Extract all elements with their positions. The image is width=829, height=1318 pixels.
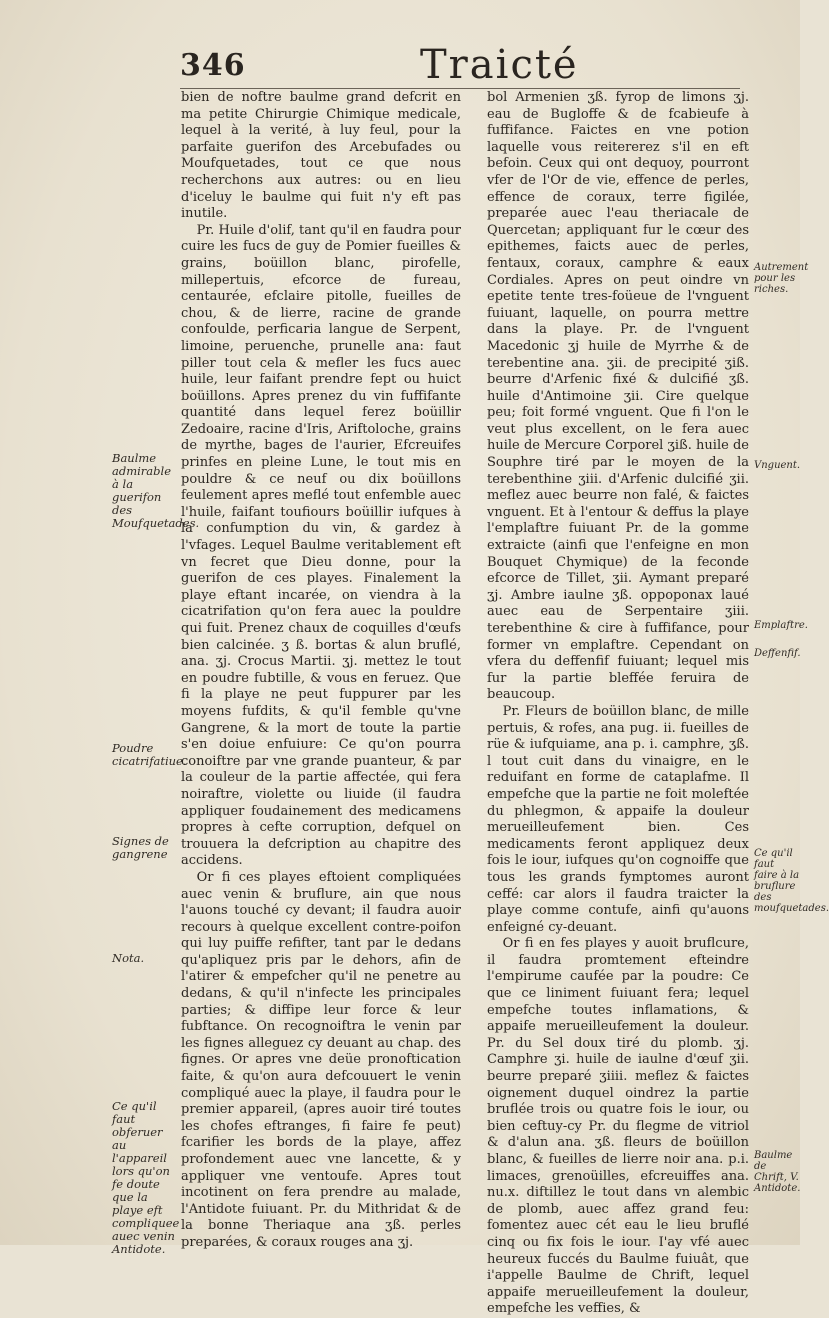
margin-note-nota: Nota. bbox=[112, 951, 145, 965]
paragraph: bien de noftre baulme grand defcrit en ma petite Chirurgie Chimique medicale, lequel à la verité, à luy feul, pour la parfaite guerifon des Arcebufades ou Moufquetades, tout ce que nous recherchons aux autres: ou en lieu d'iceluy le baulme qui fuit n'y eft pas inutile. bbox=[181, 90, 461, 222]
left-text-column bbox=[181, 90, 461, 1252]
margin-note-baulme-christ: Baulme de Chrift, V. Antidote. bbox=[754, 1150, 801, 1194]
paragraph: Or fi en fes playes y auoit bruflcure, il faudra promtement efteindre l'empirume caufée par la poudre: Ce que ce liniment fuiuant fera; lequel empefche toutes inflamations, & appaife merueilleufement la douleur. Pr. du Sel doux tiré du plomb. ʒj. Camphre ʒi. huile de iaulne d'œuf ʒii. beurre preparé ʒiiii. meflez & faictes oignement duquel oindrez la partie bruflée trois ou quatre fois le iour, ou bien ceftuy-cy Pr. du flegme de vitriol & d'alun ana. ʒß. fleurs de boüillon blanc, & fueilles de lierre noir ana. p.i. limaces, grenoüilles, efcreuiffes ana. nu.x. diftillez le tout dans vn alembic de plomb, auec affez grand feu: fomentez auec cét eau le lieu bruflé cinq ou fix fois le iour. I'ay vfé auec heureux fuccés du Baulme fuiuât, que i'appelle Baulme de Chrift, lequel appaife merueilleufement la douleur, empefche les veffies, & bbox=[487, 936, 749, 1317]
margin-note-deffensif: Deffenfif. bbox=[754, 648, 801, 659]
margin-note-bruflure: Ce qu'il faut faire à la bruflure des moufquetades. bbox=[754, 848, 829, 914]
paragraph: Or fi ces playes eftoient compliquées auec venin & bruflure, ain que nous l'auons touché cy devant; il faudra auoir recours à quelque excellent contre-poifon qui luy puiffe refifter, tant par le dedans qu'apliquez pris par le dehors, afin de l'atirer & empefcher qu'il ne penetre au dedans, & qu'il n'infecte les principales parties; & diffipe leur force & leur fubftance. On recognoiftra le venin par les fignes alleguez cy deuant au chap. des fignes. Or apres vne deüe pronoftication faite, & qu'on aura defcouuert le venin compliqué auec la playe, il faudra pour le premier appareil, (apres auoir tiré toutes les chofes eftranges, fi faire fe peut) fcarifier les bords de la playe, affez profondement auec vne lancette, & y appliquer vne ventoufe. Apres tout incotinent on fera prendre au malade, l'Antidote fuiuant. Pr. du Mithridat & de la bonne Theriaque ana ʒß. perles preparées, & coraux rouges ana ʒj. bbox=[181, 869, 461, 1250]
margin-note-gangrene: Signes de gangrene bbox=[112, 834, 169, 861]
paragraph: bol Armenien ʒß. fyrop de limons ʒj. eau de Bugloffe & de fcabieufe à fuffifance. Faictes en vne potion laquelle vous reitererez s'il en eft befoin. Ceux qui ont dequoy, pourront vfer de l'Or de vie, effence de perles, effence de coraux, terre figilée, preparée auec l'eau theriacale de Quercetan; appliquant fur le cœur des epithemes, faicts auec de perles, fentaux, coraux, camphre & eaux Cordiales. Apres on peut oindre vn epetite tente tres-foüeue de l'vnguent fuiuant, laquelle, on pourra mettre dans la playe. Pr. de l'vnguent Macedonic ʒj huile de Myrrhe & de terebentine ana. ʒii. de precipité ʒiß. beurre d'Arfenic fixé & dulcifié ʒß. huile d'Antimoine ʒii. Cire quelque peu; foit formé vnguent. Que fi l'on le veut plus excellent, on le fera auec huile de Mercure Corporel ʒiß. huile de Souphre tiré par le moyen de la terebenthine ʒiii. d'Arfenic dulcifié ʒii. meflez auec beurre non falé, & faictes vnguent. Et à l'entour & deffus la playe l'emplaftre fuiuant Pr. de la gomme extraicte (ainfi que l'enfeigne en mon Bouquet Chymique) de la feconde efcorce de Tillet, ʒii. Aymant preparé ʒj. Ambre iaulne ʒß. oppoponax laué auec eau de Serpentaire ʒiii. terebenthine & cire à fuffifance, pour former vn emplaftre. Cependant on vfera du deffenfif fuiuant; lequel mis fur la partie bleffée feruira de beaucoup. bbox=[487, 90, 749, 703]
running-title: Traicté bbox=[420, 42, 579, 88]
right-text-column bbox=[487, 90, 749, 1318]
paragraph: Pr. Huile d'olif, tant qu'il en faudra pour cuire les fucs de guy de Pomier fueilles & grains, boüillon blanc, pirofelle, millepertuis, efcorce de fureau, centaurée, efclaire pitolle, fueilles de chou, & de lierre, racine de grande confoulde, perficaria langue de Serpent, limoine, peruenche, prunelle ana: faut piller tout cela & mefler les fucs auec huile, leur faifant prendre fept ou huict boüillons. Apres prenez du vin fuffifante quantité dans lequel ferez boüillir Zedoaire, racine d'Iris, Ariftoloche, grains de myrthe, bages de l'aurier, Efcreuifes prinfes en pleine Lune, le tout mis en pouldre & ce neuf ou dix boüillons feulement apres meflé tout enfemble auec l'huile, faifant toufiours boüillir iufques à la confumption du vin, & gardez à l'vfages. Lequel Baulme veritablement eft vn fecret que Dieu donne, pour la guerifon de ces playes. Finalement la playe eftant incarée, on viendra à la cicatrifation qu'on fera auec la pouldre qui fuit. Prenez chaux de coquilles d'œufs bien calcinée. ʒ ß. bortas & alun bruflé, ana. ʒj. Crocus Martii. ʒj. mettez le tout en poudre fubtille, & vous en feruez. Que fi la playe ne peut fuppurer par les moyens fufdits, & qu'il femble qu'vne Gangrene, & la mort de toute la partie s'en doiue enfuiure: Ce qu'on pourra conoiftre par vne grande puanteur, & par la couleur de la partie affectée, qui fera noiraftre, violette ou liuide (il faudra appliquer foudainement des medicamens propres à cefte corruption, defquel on trouuera la defcription au chapitre des accidens. bbox=[181, 222, 461, 869]
page-header bbox=[0, 40, 800, 90]
margin-note-emplastre: Emplaftre. bbox=[754, 620, 808, 631]
margin-note-venin: Ce qu'il faut obferuer au l'appareil lors qu'on fe doute que la playe eft compliquee auec venin Antidote. bbox=[112, 1099, 180, 1256]
margin-note-poudre: Poudre cicatrifatiue. bbox=[112, 741, 187, 768]
paragraph: Pr. Fleurs de boüillon blanc, de mille pertuis, & rofes, ana pug. ii. fueilles de rüe & iufquiame, ana p. i. camphre, ʒß. l tout cuit dans du vinaigre, en le reduifant en forme de cataplafme. Il empefche que la partie ne foit moleftée du phlegmon, & appaife la douleur merueilleufement bien. Ces medicaments feront appliquez deux fois le iour, iufques qu'on cognoiffe que tous les grands fymptomes auront ceffé: car alors il faudra traicter la playe comme contufe, ainfi qu'auons enfeigné cy-deuant. bbox=[487, 703, 749, 935]
margin-note-riches: Autrement pour les riches. bbox=[754, 262, 809, 295]
header-rule bbox=[180, 88, 740, 89]
margin-note-baulme: Baulme admirable à la guerifon des Moufquetades. bbox=[112, 451, 200, 530]
margin-note-vnguent: Vnguent. bbox=[754, 460, 801, 471]
page-number: 346 bbox=[180, 48, 246, 83]
